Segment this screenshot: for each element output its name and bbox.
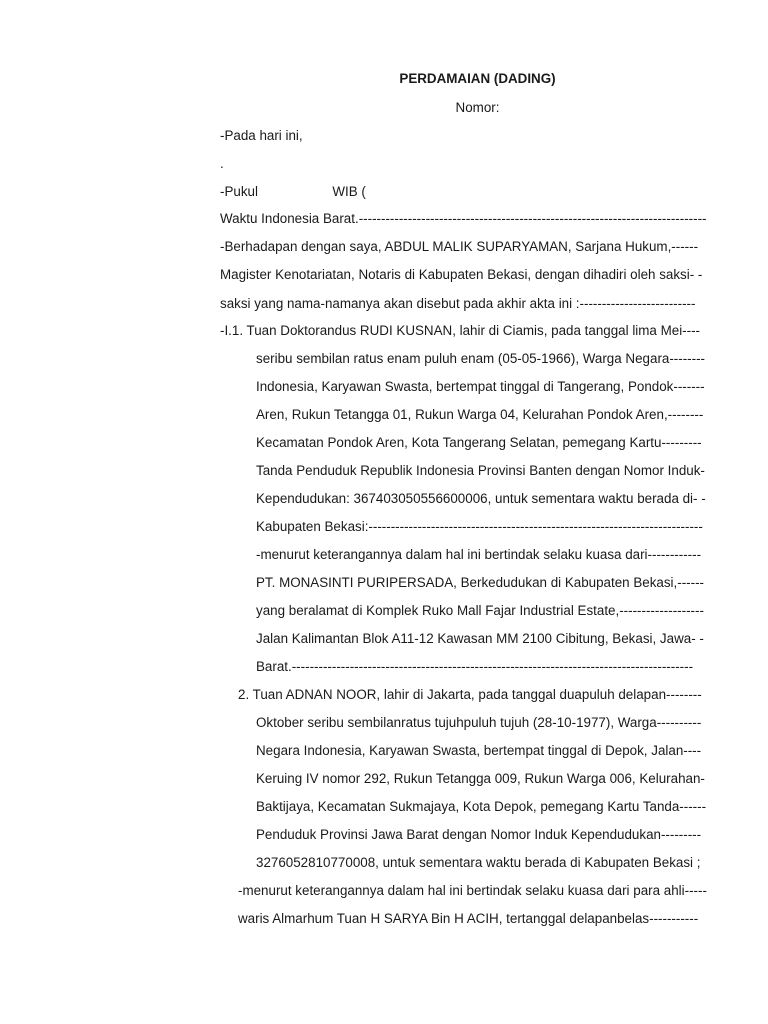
paragraph-line: PT. MONASINTI PURIPERSADA, Berkedudukan di Kabupaten Bekasi,------: [256, 575, 705, 590]
paragraph-line: Tanda Penduduk Republik Indonesia Provinsi Banten dengan Nomor Induk-: [256, 463, 705, 478]
paragraph-line: Indonesia, Karyawan Swasta, bertempat tinggal di Tangerang, Pondok-------: [256, 379, 705, 394]
paragraph-line: Baktijaya, Kecamatan Sukmajaya, Kota Depok, pemegang Kartu Tanda------: [256, 799, 707, 814]
paragraph-line: Jalan Kalimantan Blok A11-12 Kawasan MM 2100 Cibitung, Bekasi, Jawa- -: [256, 631, 704, 646]
paragraph-line: -menurut keterangannya dalam hal ini bertindak selaku kuasa dari------------: [256, 547, 702, 562]
paragraph-line: waris Almarhum Tuan H SARYA Bin H ACIH, tertanggal delapanbelas-----------: [238, 911, 699, 926]
document-title: PERDAMAIAN (DADING): [399, 71, 556, 86]
document-number: Nomor:: [455, 100, 500, 115]
paragraph-line: seribu sembilan ratus enam puluh enam (05-05-1966), Warga Negara--------: [256, 351, 706, 366]
paragraph-line: .: [220, 156, 224, 171]
paragraph-line: 2. Tuan ADNAN NOOR, lahir di Jakarta, pada tanggal duapuluh delapan--------: [238, 687, 702, 702]
paragraph-line: Kependudukan: 367403050556600006, untuk sementara waktu berada di- -: [256, 491, 706, 506]
paragraph-line: -menurut keterangannya dalam hal ini bertindak selaku kuasa dari para ahli-----: [238, 883, 707, 898]
paragraph-line: Aren, Rukun Tetangga 01, Rukun Warga 04, Kelurahan Pondok Aren,--------: [256, 407, 704, 422]
paragraph-line: -Pukul WIB (: [220, 184, 366, 199]
paragraph-line: Penduduk Provinsi Jawa Barat dengan Nomor Induk Kependudukan---------: [256, 827, 702, 842]
paragraph-line: Magister Kenotariatan, Notaris di Kabupaten Bekasi, dengan dihadiri oleh saksi- -: [220, 267, 703, 282]
paragraph-line: -I.1. Tuan Doktorandus RUDI KUSNAN, lahir di Ciamis, pada tanggal lima Mei----: [220, 323, 701, 338]
paragraph-line: Kecamatan Pondok Aren, Kota Tangerang Selatan, pemegang Kartu---------: [256, 435, 702, 450]
paragraph-line: Negara Indonesia, Karyawan Swasta, bertempat tinggal di Depok, Jalan----: [256, 743, 702, 758]
paragraph-line: 3276052810770008, untuk sementara waktu berada di Kabupaten Bekasi ;: [256, 855, 701, 870]
paragraph-line: Barat.------------------------------------------------------------------------------------------: [256, 659, 694, 674]
paragraph-line: Waktu Indonesia Barat.------------------------------------------------------------------------------: [220, 211, 707, 226]
paragraph-line: saksi yang nama-namanya akan disebut pada akhir akta ini :--------------------------: [220, 296, 696, 311]
paragraph-line: -Pada hari ini,: [220, 128, 303, 143]
paragraph-line: Kabupaten Bekasi:---------------------------------------------------------------------------: [256, 519, 703, 534]
paragraph-line: Keruing IV nomor 292, Rukun Tetangga 009, Rukun Warga 006, Kelurahan-: [256, 771, 705, 786]
paragraph-line: yang beralamat di Komplek Ruko Mall Fajar Industrial Estate,-------------------: [256, 603, 704, 618]
paragraph-line: Oktober seribu sembilanratus tujuhpuluh tujuh (28-10-1977), Warga----------: [256, 715, 702, 730]
paragraph-line: -Berhadapan dengan saya, ABDUL MALIK SUPARYAMAN, Sarjana Hukum,------: [220, 239, 699, 254]
